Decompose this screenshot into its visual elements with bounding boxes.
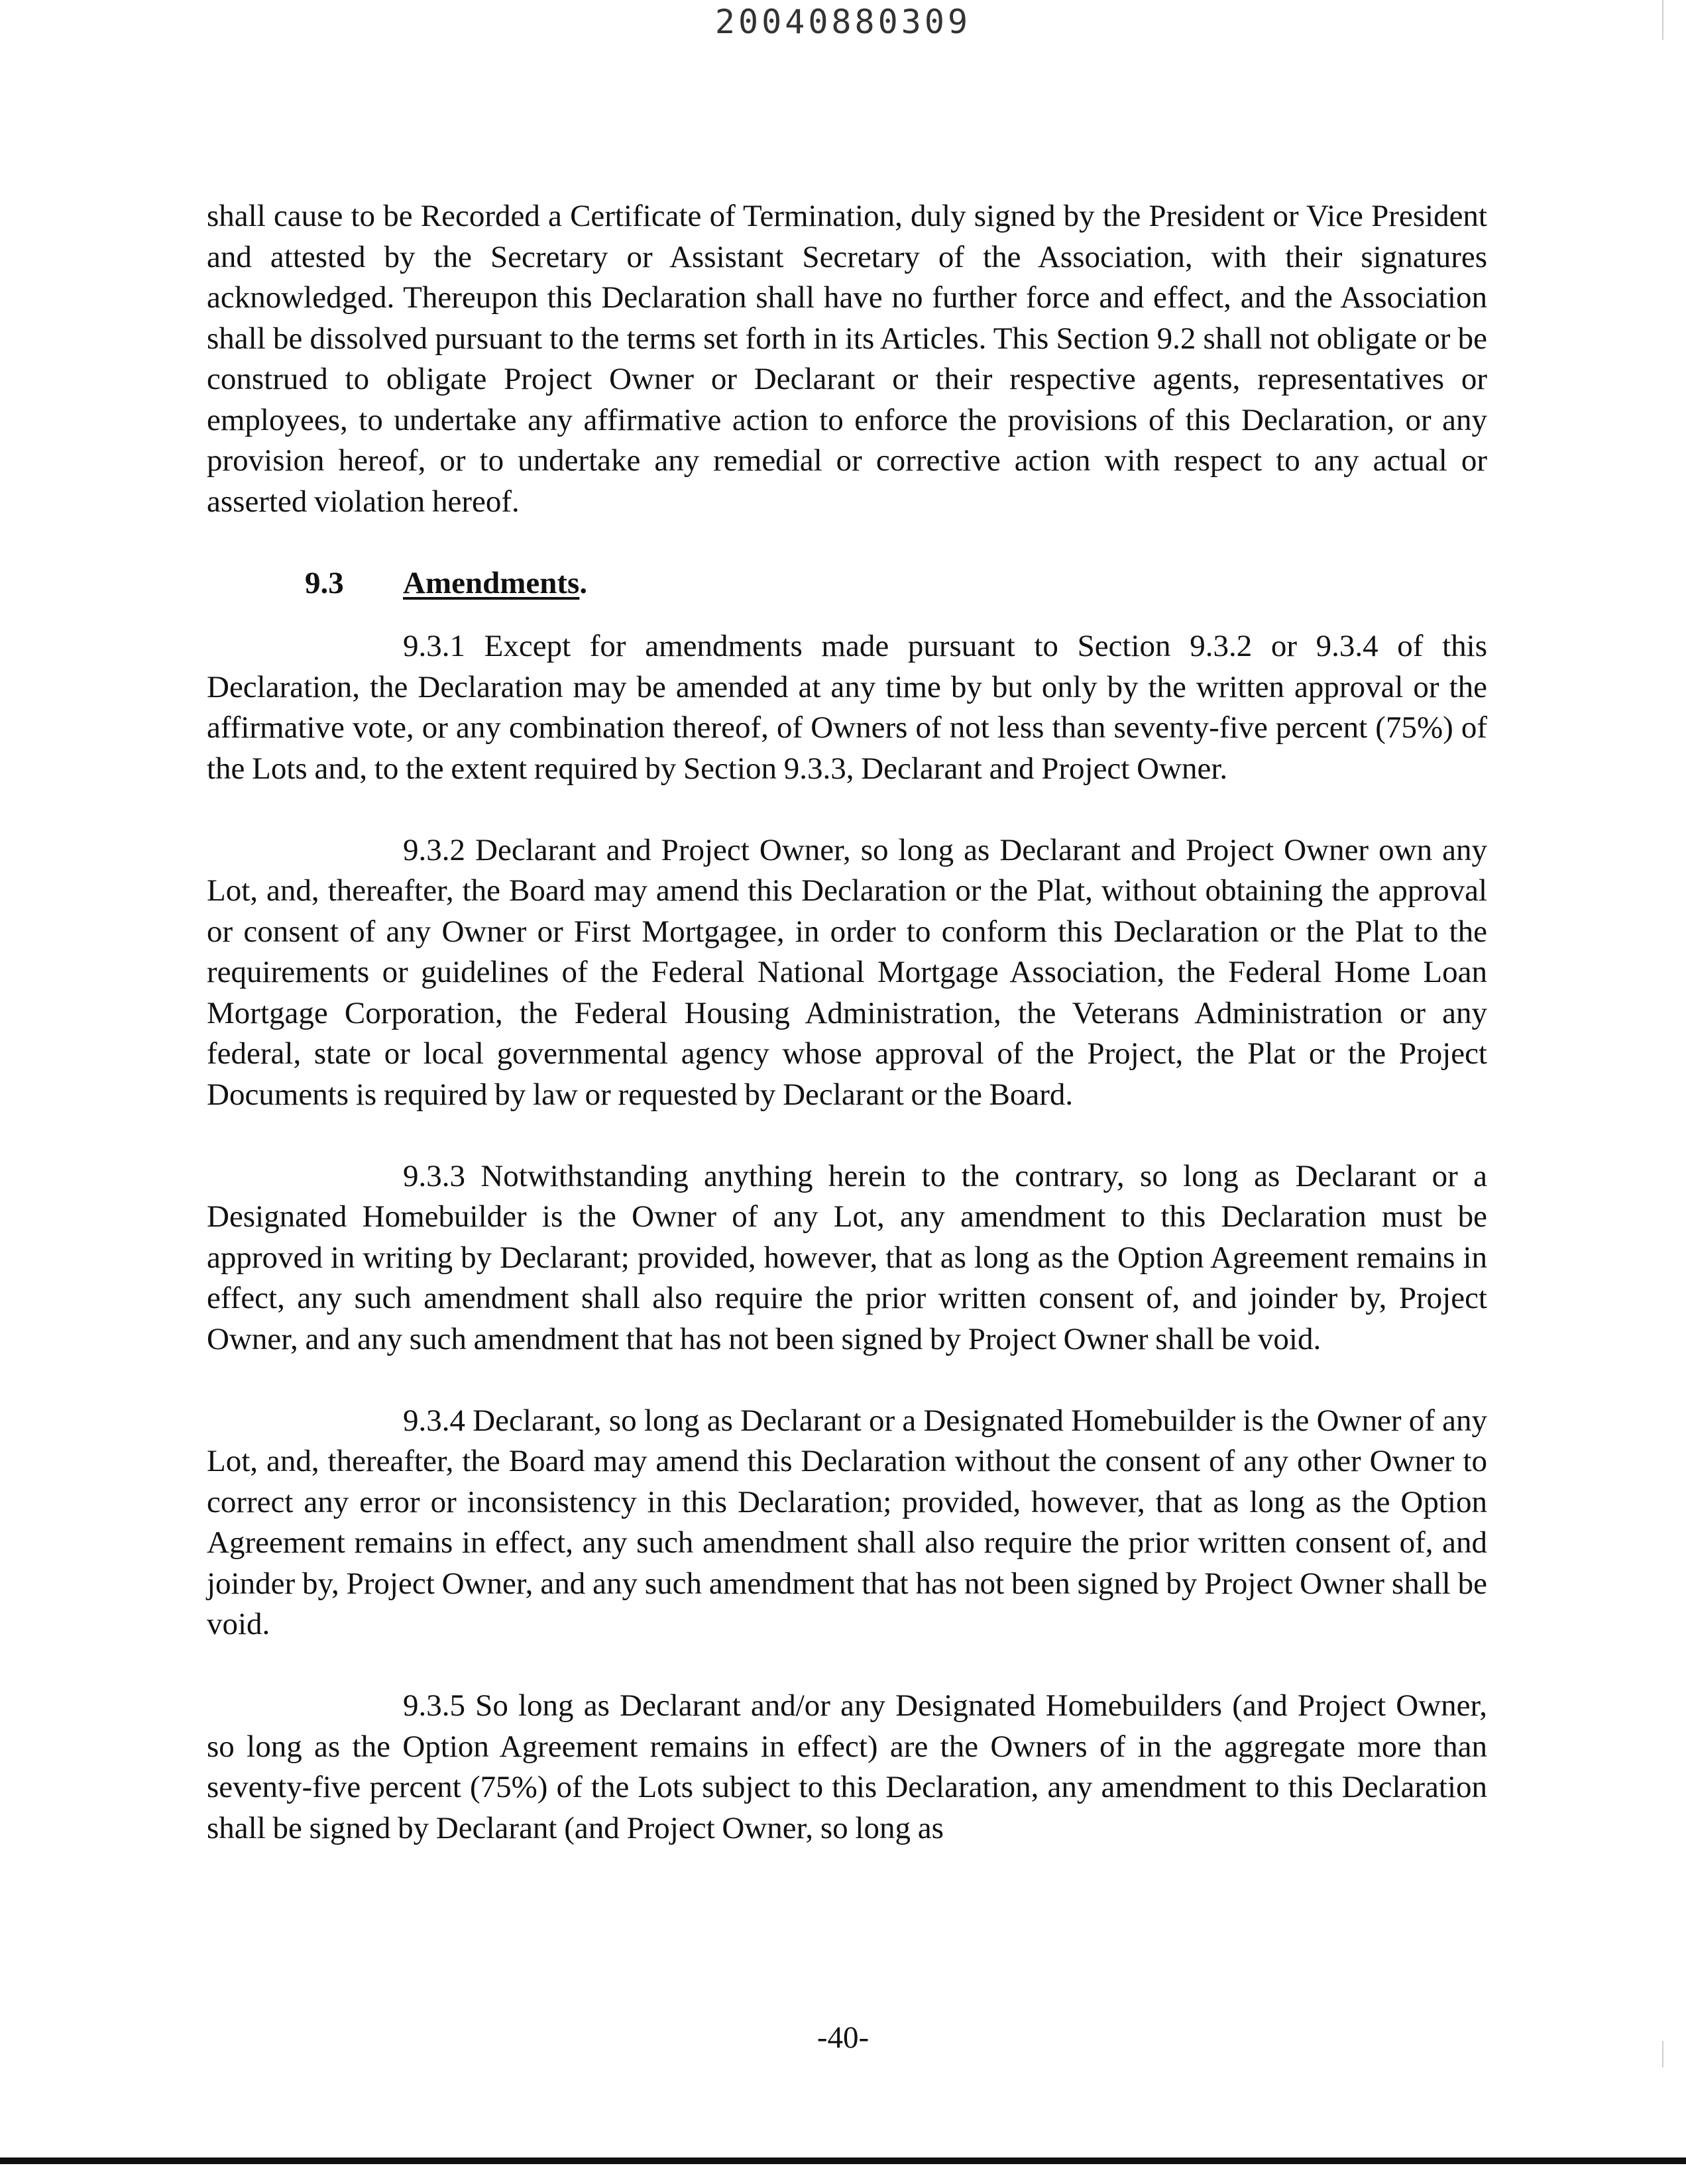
- page-body: [207, 196, 1487, 1890]
- paragraph-9-3-5: 9.3.5 So long as Declarant and/or any Designated Homebuilders (and Project Owner, so long as the Option Agreement remains in effect) are the Owners of in the aggregate more than seventy-five percent (75%) of the Lots subject to this Declaration, any amendment to this Declaration shall be signed by Declarant (and Project Owner, so long as: [207, 1688, 1487, 1845]
- document-number: 20040880309: [714, 3, 972, 41]
- paragraph-9-2-continued: shall cause to be Recorded a Certificate of Termination, duly signed by the President or Vice President and attested by the Secretary or Assistant Secretary of the Association, with their signatures acknowledged. Thereupon this Declaration shall have no further force and effect, and the Association shall be dissolved pursuant to the terms set forth in its Articles. This Section 9.2 shall not obligate or be construed to obligate Project Owner or Declarant or their respective agents, representatives or employees, to undertake any affirmative action to enforce the provisions of this Declaration, or any provision hereof, or to undertake any remedial or corrective action with respect to any actual or asserted violation hereof.: [207, 199, 1487, 519]
- section-title-period: .: [579, 565, 588, 600]
- paragraph-9-3-4: 9.3.4 Declarant, so long as Declarant or a Designated Homebuilder is the Owner of any Lot, and, thereafter, the Board may amend this Declaration without the consent of any other Owner to correct any error or inconsistency in this Declaration; provided, however, that as long as the Option Agreement remains in effect, any such amendment shall also require the prior written consent of, and joinder by, Project Owner, and any such amendment that has not been signed by Project Owner shall be void.: [207, 1403, 1487, 1641]
- scan-edge-mark-bottom: [1662, 2041, 1663, 2067]
- paragraph-9-3-1: 9.3.1 Except for amendments made pursuant to Section 9.3.2 or 9.3.4 of this Declaration, the Declaration may be amended at any time by but only by the written approval or the affirmative vote, or any combination thereof, of Owners of not less than seventy-five percent (75%) of the Lots and, to the extent required by Section 9.3.3, Declarant and Project Owner.: [207, 629, 1487, 786]
- paragraph-9-3-2: 9.3.2 Declarant and Project Owner, so long as Declarant and Project Owner own any Lot, and, thereafter, the Board may amend this Declaration or the Plat, without obtaining the approval or consent of any Owner or First Mortgagee, in order to conform this Declaration or the Plat to the requirements or guidelines of the Federal National Mortgage Association, the Federal Home Loan Mortgage Corporation, the Federal Housing Administration, the Veterans Administration or any federal, state or local governmental agency whose approval of the Project, the Plat or the Project Documents is required by law or requested by Declarant or the Board.: [207, 832, 1487, 1112]
- section-title-group: [403, 563, 587, 604]
- bottom-rule: [0, 2157, 1686, 2164]
- section-heading-9-3: [207, 563, 1487, 604]
- scan-edge-mark-top: [1662, 0, 1663, 40]
- section-title: Amendments: [403, 565, 580, 600]
- section-number: 9.3: [305, 565, 344, 600]
- paragraph-9-3-3: 9.3.3 Notwithstanding anything herein to the contrary, so long as Declarant or a Designated Homebuilder is the Owner of any Lot, any amendment to this Declaration must be approved in writing by Declarant; provided, however, that as long as the Option Agreement remains in effect, any such amendment shall also require the prior written consent of, and joinder by, Project Owner, and any such amendment that has not been signed by Project Owner shall be void.: [207, 1158, 1487, 1356]
- page-number: -40-: [816, 2020, 870, 2055]
